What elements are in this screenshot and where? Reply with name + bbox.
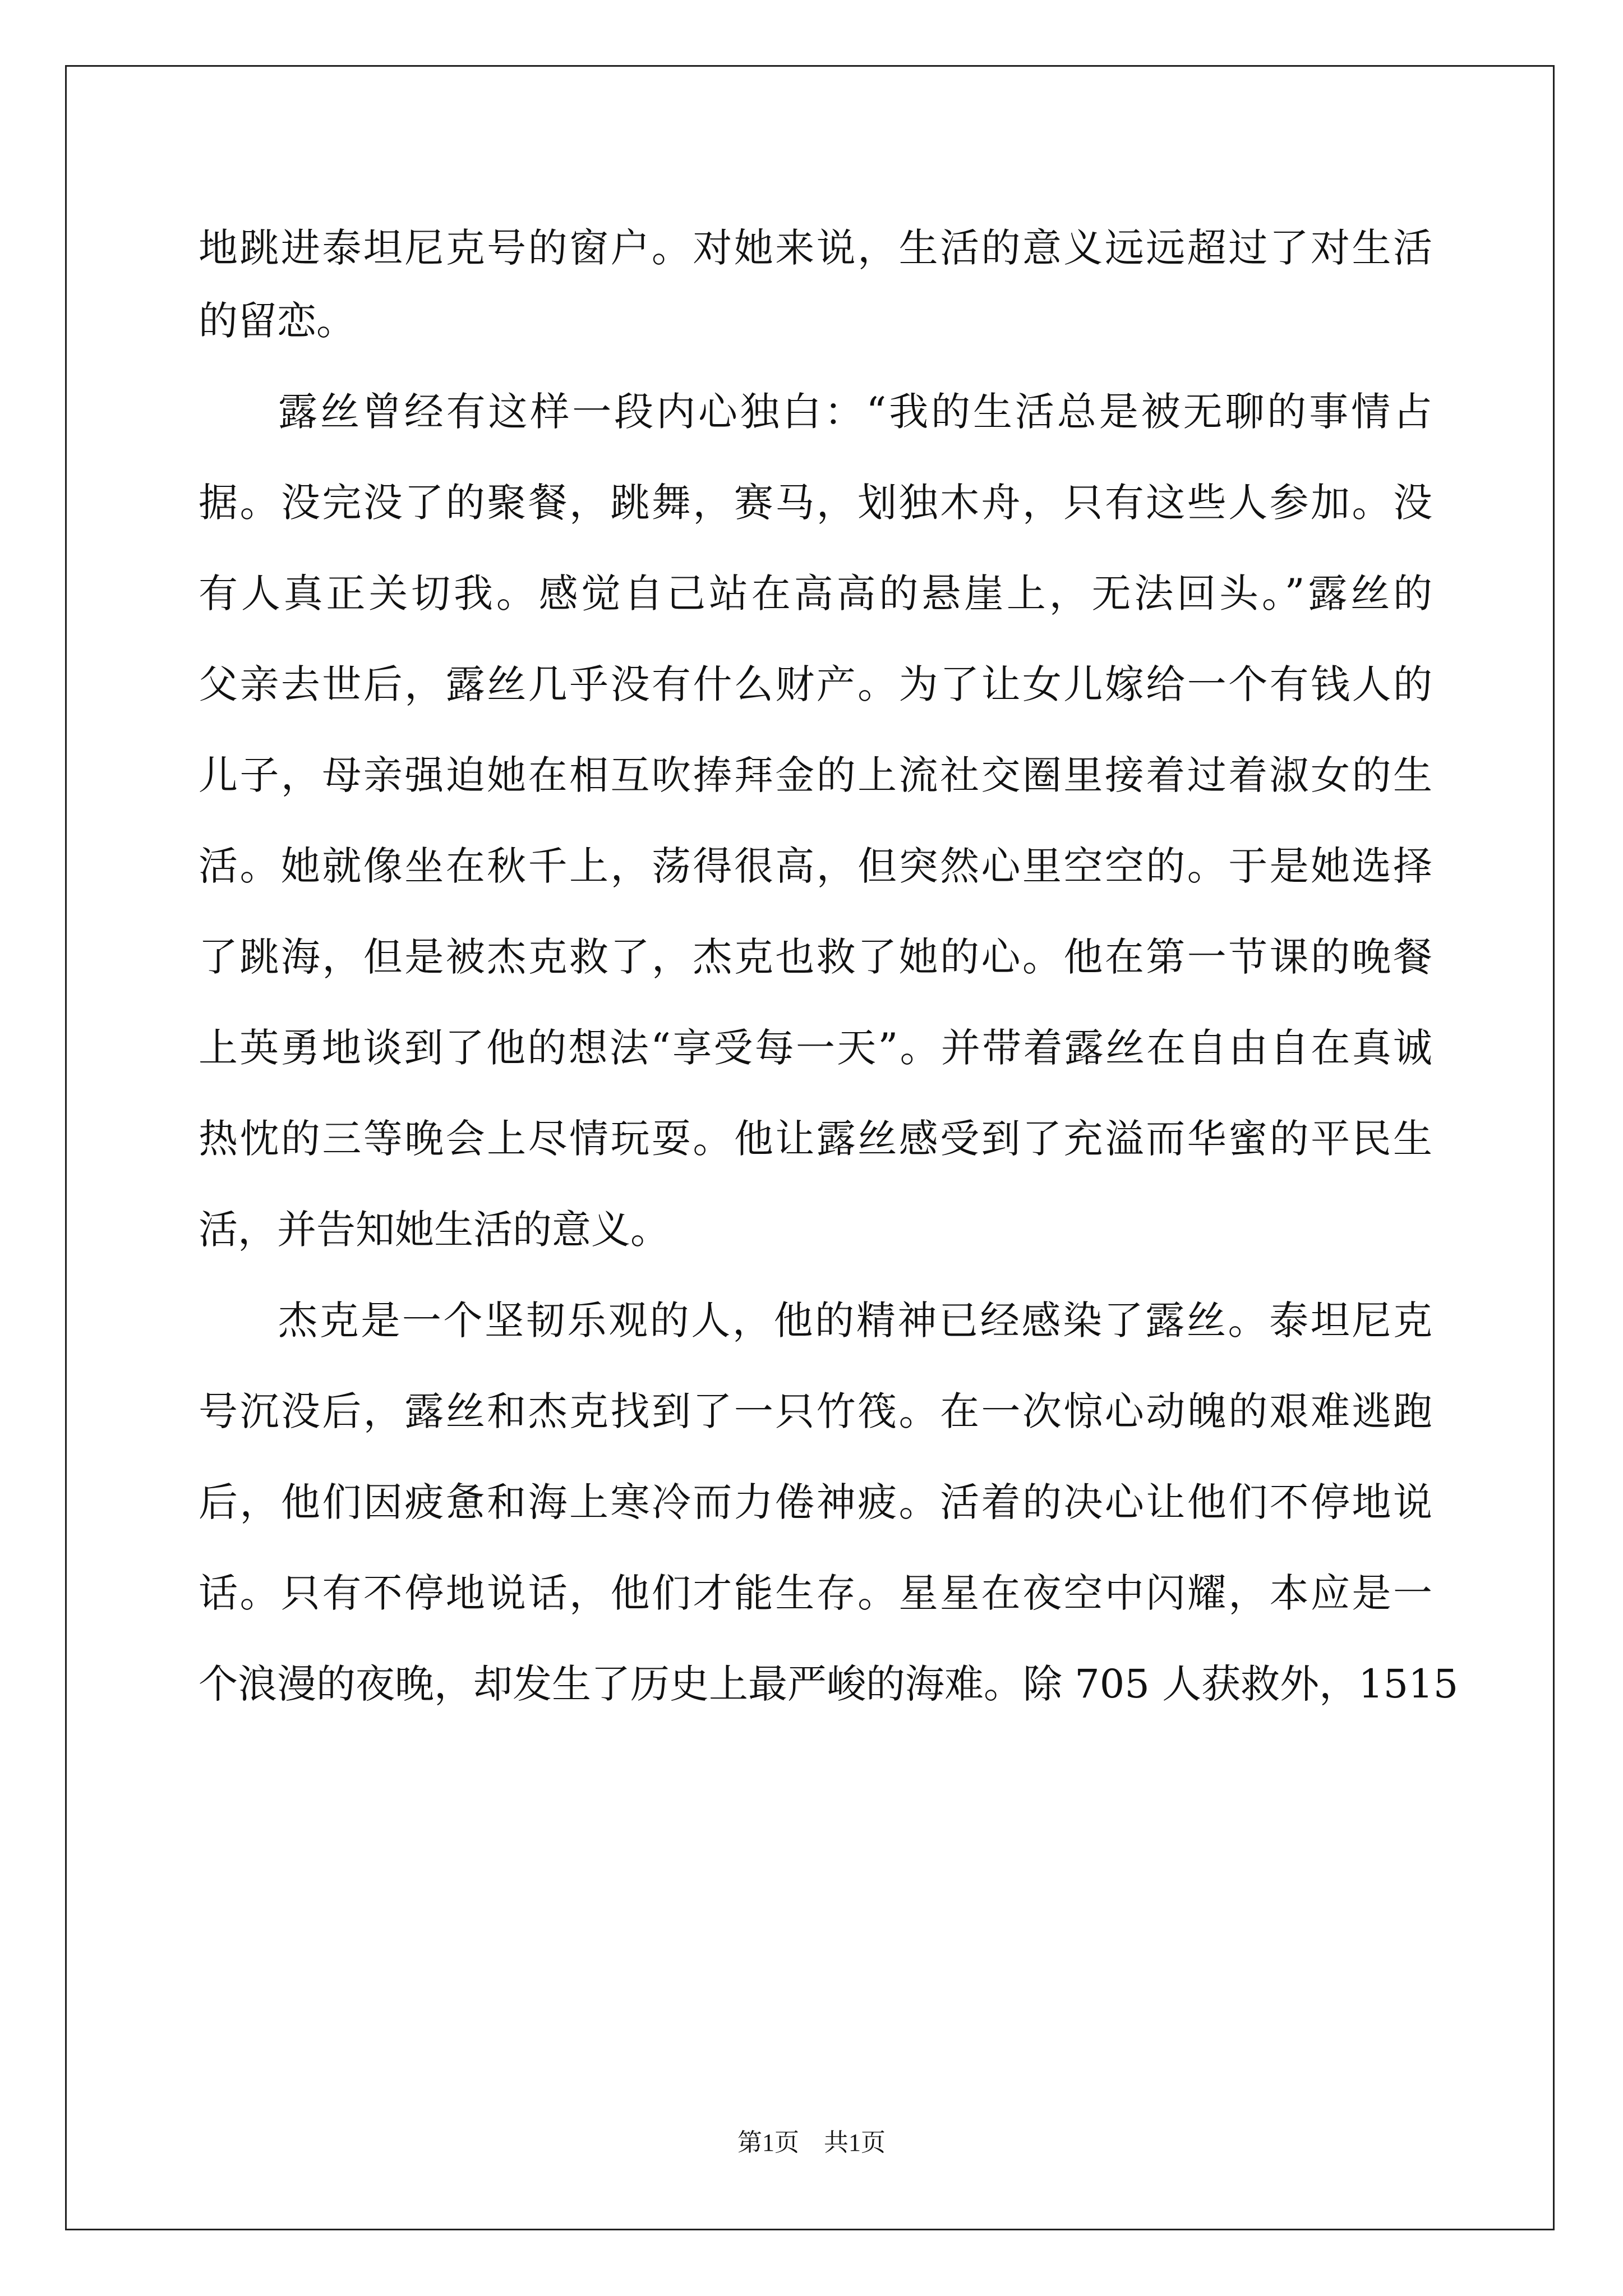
text-line: 后，他们因疲惫和海上寒冷而力倦神疲。活着的决心让他们不停地说 (199, 1479, 1432, 1525)
text-line: 个浪漫的夜晚，却发生了历史上最严峻的海难。除 705 人获救外，1515 (199, 1661, 1459, 1707)
text-line: 号沉没后，露丝和杰克找到了一只竹筏。在一次惊心动魄的艰难逃跑 (199, 1388, 1432, 1434)
text-line: 上英勇地谈到了他的想法“享受每一天”。并带着露丝在自由自在真诚 (199, 1025, 1432, 1071)
text-line: 父亲去世后，露丝几乎没有什么财产。为了让女儿嫁给一个有钱人的 (199, 661, 1432, 707)
page-footer: 第1页 共1页 (737, 2129, 886, 2156)
text-line: 据。没完没了的聚餐，跳舞，赛马，划独木舟，只有这些人参加。没 (199, 480, 1432, 526)
text-line: 有人真正关切我。感觉自己站在高高的悬崖上，无法回头。”露丝的 (199, 570, 1432, 616)
text-line: 的留恋。 (199, 298, 356, 344)
text-line: 了跳海，但是被杰克救了，杰克也救了她的心。他在第一节课的晚餐 (199, 934, 1432, 980)
text-line: 活，并告知她生活的意义。 (199, 1207, 670, 1253)
text-line: 地跳进泰坦尼克号的窗户。对她来说，生活的意义远远超过了对生活 (199, 225, 1432, 271)
paragraph-start-line: 杰克是一个坚韧乐观的人，他的精神已经感染了露丝。泰坦尼克 (278, 1297, 1432, 1343)
text-line: 儿子，母亲强迫她在相互吹捧拜金的上流社交圈里接着过着淑女的生 (199, 752, 1432, 798)
text-line: 热忱的三等晚会上尽情玩耍。他让露丝感受到了充溢而华蜜的平民生 (199, 1116, 1432, 1162)
text-line: 活。她就像坐在秋千上，荡得很高，但突然心里空空的。于是她选择 (199, 843, 1432, 889)
text-line: 话。只有不停地说话，他们才能生存。星星在夜空中闪耀，本应是一 (199, 1570, 1432, 1616)
paragraph-start-line: 露丝曾经有这样一段内心独白：“我的生活总是被无聊的事情占 (278, 389, 1432, 435)
